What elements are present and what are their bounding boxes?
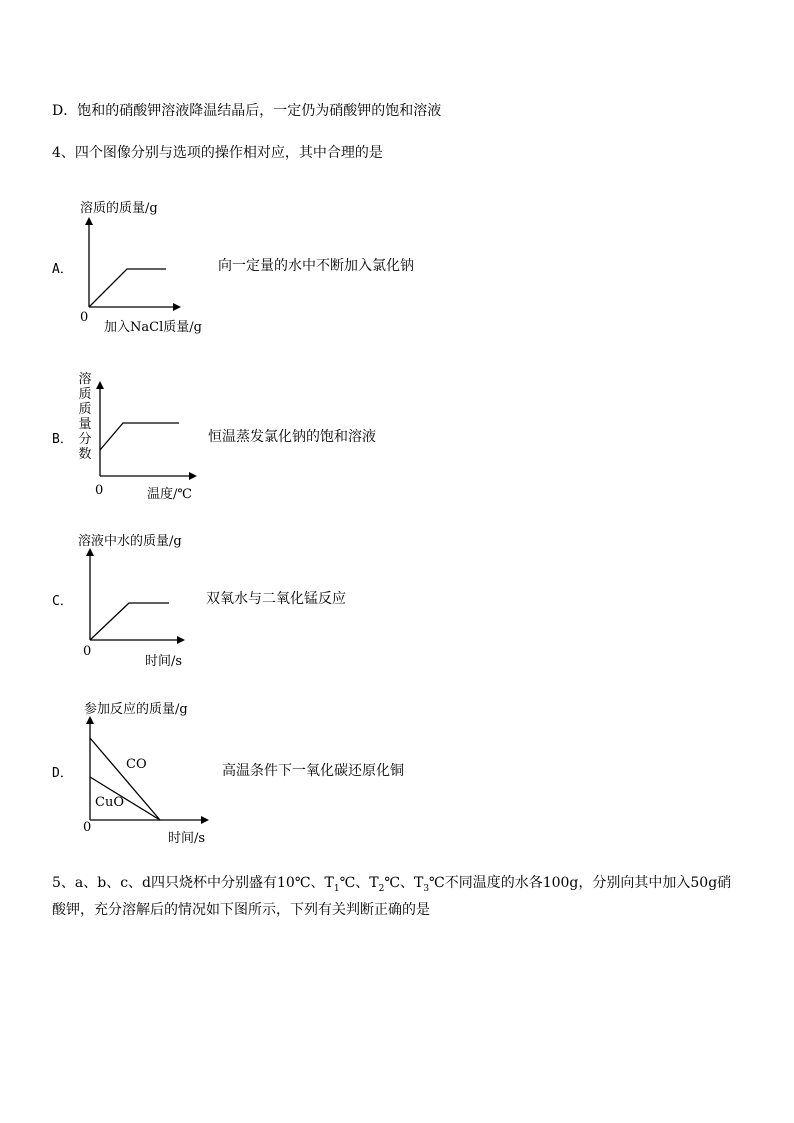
previous-option-d: D．饱和的硝酸钾溶液降温结晶后，一定仍为硝酸钾的饱和溶液 (52, 103, 442, 119)
graph-c (90, 550, 183, 640)
option-a-text: 向一定量的水中不断加入氯化钠 (218, 258, 414, 274)
graph-b-curve (100, 423, 179, 450)
option-c-text: 双氧水与二氧化锰反应 (206, 591, 346, 607)
question-5-line-1: 5、a、b、c、d四只烧杯中分别盛有10℃、$T_1℃$、$T_2℃$、$T_3℃$不同温度的水各100g，分别向其中加入50g硝 (52, 875, 732, 894)
option-d-text: 高温条件下一氧化碳还原化铜 (222, 763, 404, 779)
graph-a-xlabel: 加入NaCl质量/g (104, 320, 202, 335)
graph-d-co-label: CO (126, 757, 147, 772)
graph-a (89, 219, 179, 307)
graph-d-ylabel: 参加反应的质量/g (84, 702, 188, 717)
option-c-letter: C． (52, 594, 73, 609)
graph-b-origin: 0 (95, 483, 104, 498)
option-b-text: 恒温蒸发氯化钠的饱和溶液 (208, 429, 376, 445)
option-a-letter: A． (52, 262, 73, 277)
graph-b-xlabel: 温度/℃ (147, 487, 192, 502)
graph-c-curve (90, 603, 169, 640)
option-b-letter: B． (52, 432, 73, 447)
option-d-letter: D． (52, 766, 73, 781)
graph-a-origin: 0 (80, 310, 89, 325)
question-4-stem: 4、四个图像分别与选项的操作相对应，其中合理的是 (52, 145, 383, 161)
graph-c-ylabel: 溶液中水的质量/g (78, 534, 182, 549)
graph-b-ylabel: 溶 质 质 量 分 数 (78, 372, 92, 462)
graph-c-origin: 0 (83, 644, 92, 659)
graph-a-curve (89, 269, 166, 307)
graph-d-xlabel: 时间/s (168, 831, 206, 846)
graph-d-origin: 0 (83, 820, 92, 835)
question-5-line-2: 酸钾，充分溶解后的情况如下图所示，下列有关判断正确的是 (52, 902, 430, 918)
graph-d-cuo-label: CuO (95, 795, 124, 810)
graph-b (100, 383, 195, 476)
graph-c-xlabel: 时间/s (145, 654, 183, 669)
graph-a-ylabel: 溶质的质量/g (80, 201, 158, 216)
